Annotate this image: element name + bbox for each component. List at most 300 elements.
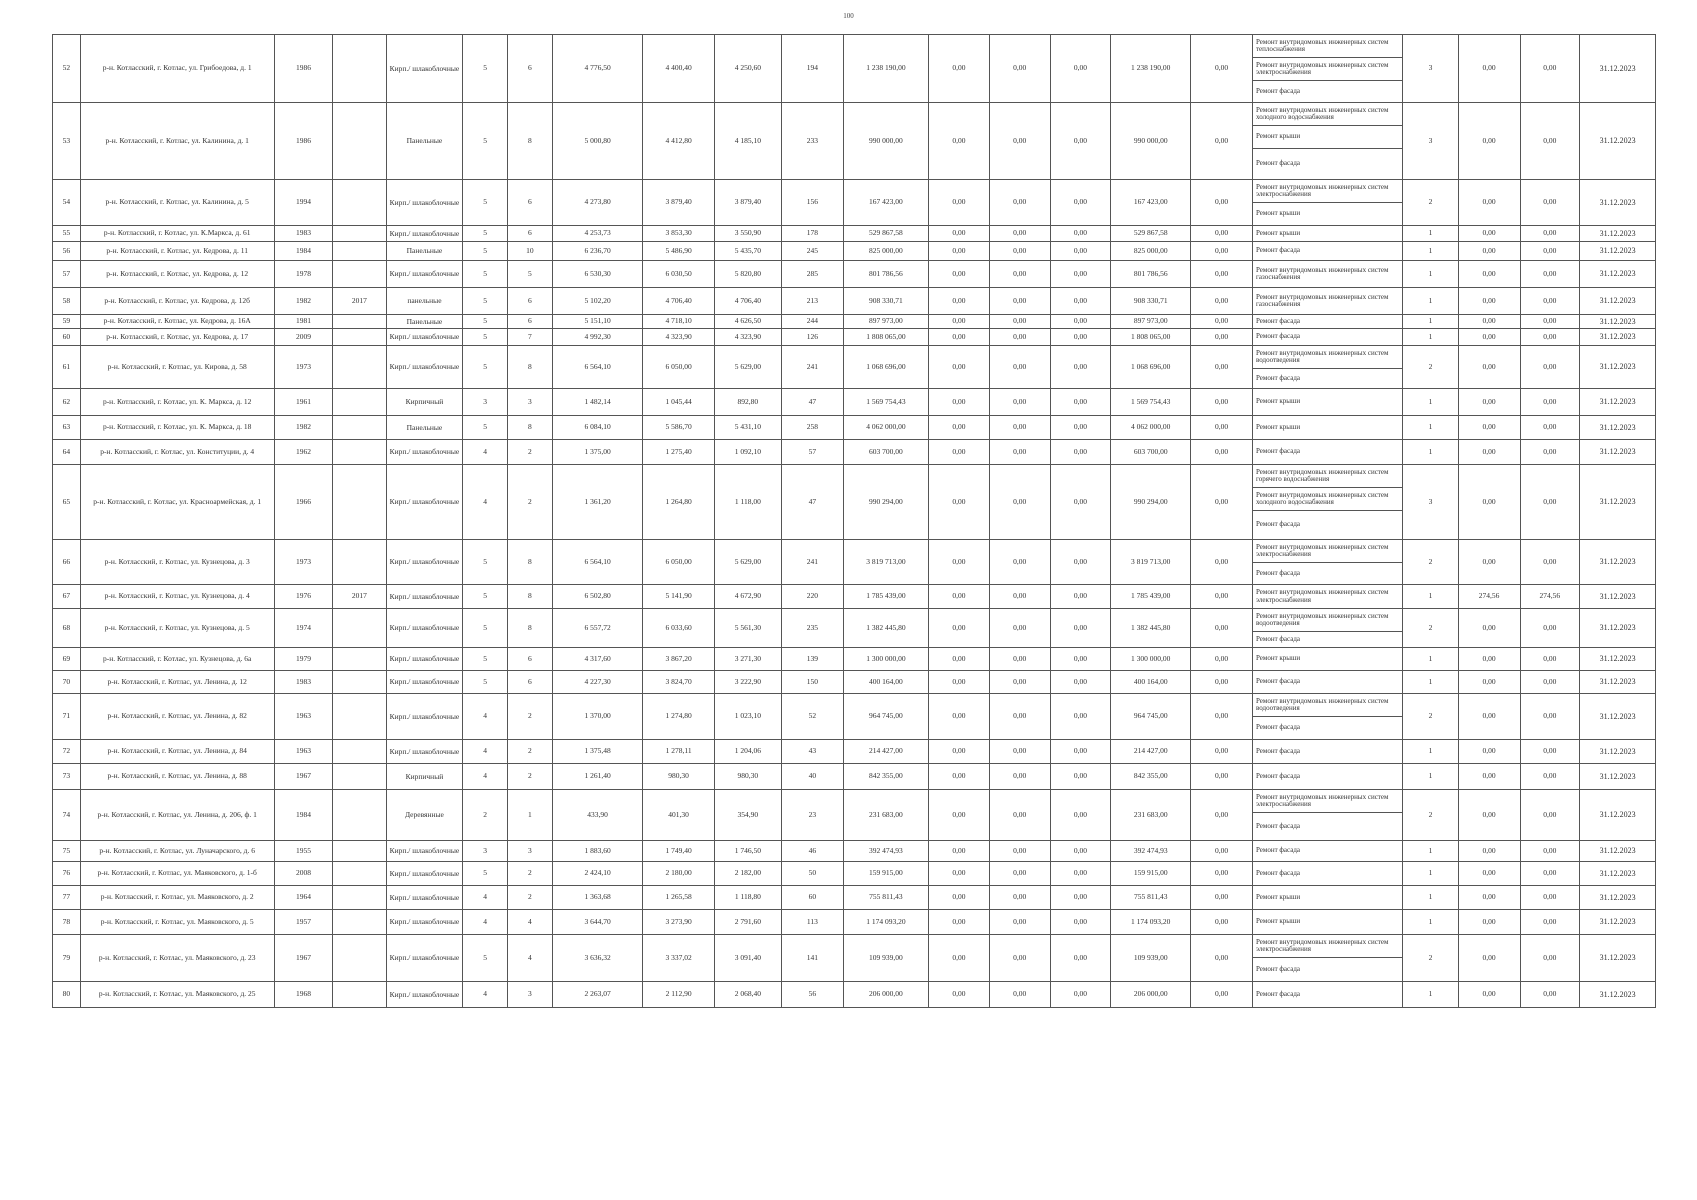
cell-a3: 5 435,70 [714, 242, 781, 261]
cell-a1: 6 557,72 [552, 609, 643, 648]
cell-c2: 0,00 [929, 261, 990, 288]
address-cell: р-н. Котласский, г. Котлас, ул. К. Маркса, д. 12 [80, 389, 274, 416]
cell-c2: 0,00 [929, 103, 990, 180]
cell-c3: 0,00 [989, 935, 1050, 982]
cell-ryear [333, 910, 386, 935]
cell-a1: 5 102,20 [552, 288, 643, 315]
cell-year: 1984 [274, 790, 333, 841]
cell-u1: 0,00 [1458, 540, 1520, 585]
work-type: Ремонт внутридомовых инженерных систем газоснабжения [1256, 292, 1389, 308]
cell-a2: 3 867,20 [643, 648, 714, 671]
cell-cnt: 1 [1403, 315, 1458, 329]
cell-p: 113 [781, 910, 843, 935]
cell-year: 1973 [274, 540, 333, 585]
cell-a1: 6 084,10 [552, 416, 643, 440]
table-row [53, 35, 1656, 103]
date-cell: 31.12.2023 [1580, 226, 1656, 242]
table-row [53, 389, 1656, 416]
wall-material-cell: Кирп./ шлакоблочные [386, 862, 463, 886]
cell-n: 76 [53, 862, 81, 886]
cell-ryear [333, 841, 386, 862]
cell-c4: 0,00 [1050, 740, 1111, 764]
work-type: Ремонт фасада [1256, 332, 1301, 341]
cell-en: 6 [508, 288, 553, 315]
cell-cnt: 2 [1403, 694, 1458, 740]
cell-c3: 0,00 [989, 764, 1050, 790]
cell-c6: 0,00 [1191, 329, 1253, 346]
wall-material-cell: Панельные [386, 315, 463, 329]
cell-c3: 0,00 [989, 790, 1050, 841]
cell-a2: 4 706,40 [643, 288, 714, 315]
cell-c5: 109 939,00 [1111, 935, 1191, 982]
address-cell: р-н. Котласский, г. Котлас, ул. Кедрова, д. 11 [80, 242, 274, 261]
table-row [53, 935, 1656, 982]
cell-c1: 897 973,00 [843, 315, 928, 329]
cell-n: 77 [53, 886, 81, 910]
cell-ryear [333, 416, 386, 440]
cell-fl: 3 [463, 841, 508, 862]
cell-a1: 6 236,70 [552, 242, 643, 261]
cell-year: 1961 [274, 389, 333, 416]
cell-a3: 2 182,00 [714, 862, 781, 886]
cell-ryear [333, 982, 386, 1008]
cell-c4: 0,00 [1050, 416, 1111, 440]
cell-year: 1968 [274, 982, 333, 1008]
work-type: Ремонт внутридомовых инженерных систем водоотведения [1253, 346, 1402, 369]
cell-c2: 0,00 [929, 886, 990, 910]
cell-en: 2 [508, 764, 553, 790]
cell-a2: 4 400,40 [643, 35, 714, 103]
cell-year: 1983 [274, 671, 333, 694]
cell-n: 67 [53, 585, 81, 609]
cell-a2: 1 045,44 [643, 389, 714, 416]
cell-c5: 964 745,00 [1111, 694, 1191, 740]
cell-cnt: 1 [1403, 740, 1458, 764]
address-cell: р-н. Котласский, г. Котлас, ул. Маяковского, д. 1-б [80, 862, 274, 886]
wall-material-cell: Кирп./ шлакоблочные [386, 841, 463, 862]
cell-u1: 0,00 [1458, 261, 1520, 288]
cell-a3: 354,90 [714, 790, 781, 841]
work-type: Ремонт фасада [1256, 86, 1301, 95]
cell-cnt: 1 [1403, 982, 1458, 1008]
cell-c3: 0,00 [989, 346, 1050, 389]
cell-en: 8 [508, 346, 553, 389]
wall-material-cell: панельные [386, 288, 463, 315]
cell-en: 5 [508, 261, 553, 288]
cell-fl: 5 [463, 648, 508, 671]
cell-en: 10 [508, 242, 553, 261]
address-cell: р-н. Котласский, г. Котлас, ул. Кузнецова, д. 3 [80, 540, 274, 585]
work-type: Ремонт внутридомовых инженерных систем горячего водоснабжения [1253, 465, 1402, 488]
wall-material-cell: Кирп./ шлакоблочные [386, 694, 463, 740]
works-cell [1253, 346, 1403, 389]
works-cell [1253, 315, 1403, 329]
cell-u2: 0,00 [1520, 226, 1580, 242]
cell-a3: 892,80 [714, 389, 781, 416]
cell-c1: 4 062 000,00 [843, 416, 928, 440]
cell-c2: 0,00 [929, 585, 990, 609]
cell-a2: 980,30 [643, 764, 714, 790]
cell-en: 2 [508, 440, 553, 465]
cell-a1: 4 253,73 [552, 226, 643, 242]
cell-c3: 0,00 [989, 841, 1050, 862]
cell-c4: 0,00 [1050, 315, 1111, 329]
address-cell: р-н. Котласский, г. Котлас, ул. К.Маркса, д. 61 [80, 226, 274, 242]
works-cell [1253, 841, 1403, 862]
cell-u1: 0,00 [1458, 440, 1520, 465]
cell-c4: 0,00 [1050, 226, 1111, 242]
cell-year: 1963 [274, 694, 333, 740]
cell-a3: 2 068,40 [714, 982, 781, 1008]
address-cell: р-н. Котласский, г. Котлас, ул. Конституции, д. 4 [80, 440, 274, 465]
cell-n: 59 [53, 315, 81, 329]
cell-year: 1994 [274, 180, 333, 226]
cell-p: 213 [781, 288, 843, 315]
cell-u1: 274,56 [1458, 585, 1520, 609]
cell-c4: 0,00 [1050, 389, 1111, 416]
cell-a2: 2 112,90 [643, 982, 714, 1008]
cell-c2: 0,00 [929, 790, 990, 841]
cell-c1: 206 000,00 [843, 982, 928, 1008]
cell-u2: 0,00 [1520, 790, 1580, 841]
cell-c2: 0,00 [929, 740, 990, 764]
cell-c6: 0,00 [1191, 886, 1253, 910]
cell-u1: 0,00 [1458, 226, 1520, 242]
cell-u2: 0,00 [1520, 35, 1580, 103]
work-type: Ремонт внутридомовых инженерных систем электроснабжения [1253, 180, 1402, 203]
cell-c3: 0,00 [989, 982, 1050, 1008]
cell-c5: 392 474,93 [1111, 841, 1191, 862]
cell-c3: 0,00 [989, 585, 1050, 609]
cell-c1: 842 355,00 [843, 764, 928, 790]
cell-c3: 0,00 [989, 609, 1050, 648]
cell-c5: 908 330,71 [1111, 288, 1191, 315]
cell-a2: 401,30 [643, 790, 714, 841]
cell-n: 72 [53, 740, 81, 764]
cell-a2: 3 273,90 [643, 910, 714, 935]
cell-c5: 214 427,00 [1111, 740, 1191, 764]
cell-n: 54 [53, 180, 81, 226]
cell-u2: 0,00 [1520, 648, 1580, 671]
cell-a1: 3 636,32 [552, 935, 643, 982]
cell-fl: 5 [463, 180, 508, 226]
address-cell: р-н. Котласский, г. Котлас, ул. Калинина, д. 5 [80, 180, 274, 226]
cell-c2: 0,00 [929, 180, 990, 226]
wall-material-cell: Кирп./ шлакоблочные [386, 440, 463, 465]
table-row [53, 982, 1656, 1008]
cell-c4: 0,00 [1050, 841, 1111, 862]
cell-c3: 0,00 [989, 329, 1050, 346]
cell-fl: 5 [463, 346, 508, 389]
table-row [53, 416, 1656, 440]
cell-n: 66 [53, 540, 81, 585]
cell-c5: 167 423,00 [1111, 180, 1191, 226]
cell-c3: 0,00 [989, 440, 1050, 465]
cell-fl: 4 [463, 694, 508, 740]
cell-c6: 0,00 [1191, 346, 1253, 389]
cell-p: 245 [781, 242, 843, 261]
cell-fl: 5 [463, 103, 508, 180]
work-type: Ремонт фасада [1256, 634, 1301, 643]
cell-c1: 1 808 065,00 [843, 329, 928, 346]
date-cell: 31.12.2023 [1580, 740, 1656, 764]
cell-year: 1978 [274, 261, 333, 288]
work-type: Ремонт фасада [1256, 246, 1301, 255]
cell-c2: 0,00 [929, 288, 990, 315]
address-cell: р-н. Котласский, г. Котлас, ул. Грибоедова, д. 1 [80, 35, 274, 103]
works-cell [1253, 982, 1403, 1008]
cell-fl: 5 [463, 935, 508, 982]
cell-ryear [333, 764, 386, 790]
work-type: Ремонт крыши [1256, 422, 1301, 431]
cell-a3: 980,30 [714, 764, 781, 790]
cell-c6: 0,00 [1191, 740, 1253, 764]
cell-a1: 1 363,68 [552, 886, 643, 910]
cell-en: 6 [508, 180, 553, 226]
cell-n: 70 [53, 671, 81, 694]
cell-fl: 5 [463, 540, 508, 585]
cell-a3: 4 185,10 [714, 103, 781, 180]
cell-n: 56 [53, 242, 81, 261]
cell-u2: 0,00 [1520, 935, 1580, 982]
cell-u2: 0,00 [1520, 982, 1580, 1008]
cell-a1: 1 883,60 [552, 841, 643, 862]
cell-p: 141 [781, 935, 843, 982]
cell-n: 71 [53, 694, 81, 740]
cell-c5: 990 000,00 [1111, 103, 1191, 180]
cell-a2: 3 879,40 [643, 180, 714, 226]
cell-c1: 214 427,00 [843, 740, 928, 764]
cell-fl: 5 [463, 671, 508, 694]
cell-cnt: 3 [1403, 465, 1458, 540]
works-cell [1253, 694, 1403, 740]
table-row [53, 740, 1656, 764]
cell-c1: 825 000,00 [843, 242, 928, 261]
date-cell: 31.12.2023 [1580, 346, 1656, 389]
cell-cnt: 1 [1403, 648, 1458, 671]
cell-a3: 4 323,90 [714, 329, 781, 346]
date-cell: 31.12.2023 [1580, 585, 1656, 609]
cell-year: 1962 [274, 440, 333, 465]
table-row [53, 694, 1656, 740]
cell-c6: 0,00 [1191, 261, 1253, 288]
table-row [53, 841, 1656, 862]
cell-a2: 5 486,90 [643, 242, 714, 261]
wall-material-cell: Кирп./ шлакоблочные [386, 982, 463, 1008]
cell-u2: 0,00 [1520, 540, 1580, 585]
cell-c6: 0,00 [1191, 180, 1253, 226]
work-type: Ремонт внутридомовых инженерных систем газоснабжения [1256, 265, 1389, 281]
cell-c5: 755 811,43 [1111, 886, 1191, 910]
table-row [53, 465, 1656, 540]
cell-u2: 0,00 [1520, 346, 1580, 389]
cell-c4: 0,00 [1050, 35, 1111, 103]
cell-c6: 0,00 [1191, 103, 1253, 180]
work-type: Ремонт фасада [1256, 771, 1301, 780]
works-cell [1253, 935, 1403, 982]
works-cell [1253, 862, 1403, 886]
cell-c4: 0,00 [1050, 180, 1111, 226]
wall-material-cell: Панельные [386, 103, 463, 180]
date-cell: 31.12.2023 [1580, 862, 1656, 886]
cell-ryear [333, 180, 386, 226]
cell-u2: 0,00 [1520, 440, 1580, 465]
cell-fl: 5 [463, 226, 508, 242]
cell-c5: 801 786,56 [1111, 261, 1191, 288]
cell-u1: 0,00 [1458, 389, 1520, 416]
cell-a1: 433,90 [552, 790, 643, 841]
cell-c4: 0,00 [1050, 440, 1111, 465]
cell-year: 1984 [274, 242, 333, 261]
cell-cnt: 1 [1403, 841, 1458, 862]
cell-n: 75 [53, 841, 81, 862]
cell-u1: 0,00 [1458, 764, 1520, 790]
cell-p: 40 [781, 764, 843, 790]
cell-c2: 0,00 [929, 389, 990, 416]
cell-a2: 4 412,80 [643, 103, 714, 180]
cell-c6: 0,00 [1191, 694, 1253, 740]
cell-c5: 159 915,00 [1111, 862, 1191, 886]
cell-year: 1983 [274, 226, 333, 242]
cell-p: 47 [781, 465, 843, 540]
cell-u1: 0,00 [1458, 648, 1520, 671]
cell-c1: 3 819 713,00 [843, 540, 928, 585]
cell-year: 1964 [274, 886, 333, 910]
cell-u2: 0,00 [1520, 465, 1580, 540]
cell-n: 63 [53, 416, 81, 440]
cell-u1: 0,00 [1458, 862, 1520, 886]
cell-c5: 1 569 754,43 [1111, 389, 1191, 416]
cell-n: 78 [53, 910, 81, 935]
table-row [53, 226, 1656, 242]
table-row [53, 288, 1656, 315]
cell-ryear [333, 648, 386, 671]
wall-material-cell: Кирп./ шлакоблочные [386, 35, 463, 103]
cell-c3: 0,00 [989, 315, 1050, 329]
cell-cnt: 1 [1403, 261, 1458, 288]
works-cell [1253, 790, 1403, 841]
work-type: Ремонт фасада [1256, 989, 1301, 998]
cell-c2: 0,00 [929, 35, 990, 103]
cell-n: 61 [53, 346, 81, 389]
cell-u1: 0,00 [1458, 35, 1520, 103]
cell-c2: 0,00 [929, 609, 990, 648]
work-type: Ремонт крыши [1256, 397, 1301, 406]
cell-c1: 1 382 445,80 [843, 609, 928, 648]
table-row [53, 103, 1656, 180]
cell-c3: 0,00 [989, 416, 1050, 440]
cell-a3: 4 672,90 [714, 585, 781, 609]
cell-a1: 6 530,30 [552, 261, 643, 288]
cell-c3: 0,00 [989, 261, 1050, 288]
cell-fl: 5 [463, 35, 508, 103]
cell-c4: 0,00 [1050, 886, 1111, 910]
cell-c1: 167 423,00 [843, 180, 928, 226]
cell-p: 60 [781, 886, 843, 910]
address-cell: р-н. Котласский, г. Котлас, ул. Ленина, д. 206, ф. 1 [80, 790, 274, 841]
cell-ryear [333, 465, 386, 540]
cell-a3: 5 629,00 [714, 540, 781, 585]
cell-ryear [333, 389, 386, 416]
address-cell: р-н. Котласский, г. Котлас, ул. К. Маркса, д. 18 [80, 416, 274, 440]
cell-cnt: 3 [1403, 103, 1458, 180]
cell-year: 1955 [274, 841, 333, 862]
cell-c5: 603 700,00 [1111, 440, 1191, 465]
cell-c5: 1 808 065,00 [1111, 329, 1191, 346]
work-type: Ремонт внутридомовых инженерных систем водоотведения [1253, 694, 1402, 717]
date-cell: 31.12.2023 [1580, 910, 1656, 935]
cell-p: 56 [781, 982, 843, 1008]
cell-p: 47 [781, 389, 843, 416]
wall-material-cell: Деревянные [386, 790, 463, 841]
cell-u2: 0,00 [1520, 886, 1580, 910]
cell-c3: 0,00 [989, 540, 1050, 585]
cell-u2: 0,00 [1520, 764, 1580, 790]
works-cell [1253, 764, 1403, 790]
works-cell [1253, 609, 1403, 648]
cell-year: 1982 [274, 416, 333, 440]
cell-p: 23 [781, 790, 843, 841]
cell-n: 53 [53, 103, 81, 180]
cell-c2: 0,00 [929, 346, 990, 389]
works-cell [1253, 389, 1403, 416]
work-type: Ремонт фасада [1256, 568, 1301, 577]
cell-year: 1963 [274, 740, 333, 764]
cell-u1: 0,00 [1458, 315, 1520, 329]
cell-u1: 0,00 [1458, 982, 1520, 1008]
work-type: Ремонт крыши [1256, 228, 1301, 237]
cell-c5: 1 068 696,00 [1111, 346, 1191, 389]
cell-c6: 0,00 [1191, 862, 1253, 886]
work-type: Ремонт крыши [1256, 892, 1301, 901]
cell-a1: 2 424,10 [552, 862, 643, 886]
cell-p: 57 [781, 440, 843, 465]
cell-c3: 0,00 [989, 226, 1050, 242]
address-cell: р-н. Котласский, г. Котлас, ул. Красноармейская, д. 1 [80, 465, 274, 540]
wall-material-cell: Кирп./ шлакоблочные [386, 671, 463, 694]
address-cell: р-н. Котласский, г. Котлас, ул. Маяковского, д. 23 [80, 935, 274, 982]
cell-c4: 0,00 [1050, 288, 1111, 315]
cell-c1: 1 569 754,43 [843, 389, 928, 416]
cell-en: 8 [508, 609, 553, 648]
work-type: Ремонт фасада [1256, 821, 1301, 830]
cell-year: 1967 [274, 935, 333, 982]
date-cell: 31.12.2023 [1580, 440, 1656, 465]
works-cell [1253, 35, 1403, 103]
wall-material-cell: Кирп./ шлакоблочные [386, 910, 463, 935]
cell-c1: 1 238 190,00 [843, 35, 928, 103]
cell-c5: 1 382 445,80 [1111, 609, 1191, 648]
cell-c6: 0,00 [1191, 465, 1253, 540]
cell-en: 4 [508, 910, 553, 935]
wall-material-cell: Кирп./ шлакоблочные [386, 648, 463, 671]
cell-c6: 0,00 [1191, 540, 1253, 585]
cell-p: 52 [781, 694, 843, 740]
cell-year: 1973 [274, 346, 333, 389]
work-type: Ремонт фасада [1256, 159, 1301, 168]
cell-fl: 5 [463, 315, 508, 329]
cell-c2: 0,00 [929, 648, 990, 671]
cell-year: 1986 [274, 35, 333, 103]
cell-c2: 0,00 [929, 329, 990, 346]
cell-u1: 0,00 [1458, 740, 1520, 764]
cell-a3: 3 550,90 [714, 226, 781, 242]
cell-en: 8 [508, 103, 553, 180]
cell-a1: 4 273,80 [552, 180, 643, 226]
cell-c2: 0,00 [929, 440, 990, 465]
cell-a1: 1 261,40 [552, 764, 643, 790]
cell-c1: 529 867,58 [843, 226, 928, 242]
